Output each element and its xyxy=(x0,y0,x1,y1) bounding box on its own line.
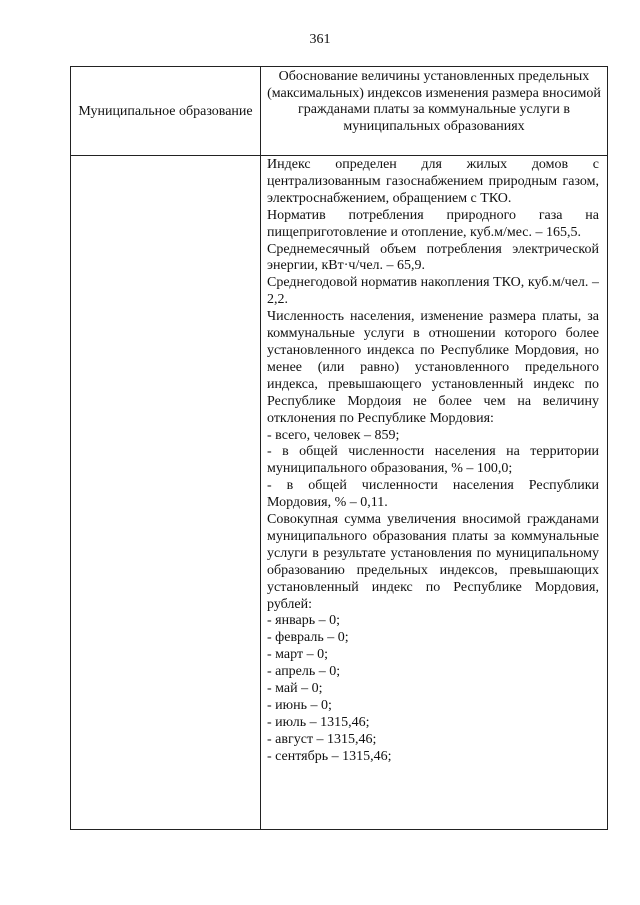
list-item-month: - апрель – 0; xyxy=(267,664,341,680)
list-item-month: - май – 0; xyxy=(267,681,323,697)
header-municipality: Муниципальное образование xyxy=(78,103,253,119)
paragraph-population: Численность населения, изменение размера платы, за коммунальные услуги в отношении которого более установленного индекса по Республике Мордовия, но менее (или равно) установленного предельного индекса, превышающего установленный индекс по Республике Мордоия не более чем на величину отклонения по Республике Мордовия: xyxy=(267,309,599,426)
column-divider xyxy=(260,67,261,829)
paragraph-electricity: Среднемесячный объем потребления электрической энергии, кВт·ч/чел. – 65,9. xyxy=(267,241,599,274)
table-header-row xyxy=(71,67,607,156)
list-item-month: - март – 0; xyxy=(267,647,328,663)
list-item-month: - сентябрь – 1315,46; xyxy=(267,748,392,764)
paragraph-gas-norm: Норматив потребления природного газа на пищеприготовление и отопление, куб.м/мес. – 165,5. xyxy=(267,207,599,240)
justification-table xyxy=(70,66,608,830)
paragraph-index-basis: Индекс определен для жилых домов с централизованным газоснабжением природным газом, электроснабжением, обращением с ТКО. xyxy=(267,157,599,206)
municipality-cell xyxy=(71,156,260,829)
list-item-month: - январь – 0; xyxy=(267,613,341,629)
list-item-month: - июль – 1315,46; xyxy=(267,714,370,730)
paragraph-total-increase: Совокупная сумма увеличения вносимой гражданами муниципального образования платы за коммунальные услуги в результате установления по муниципальному образованию предельных индексов, превышающих установленный индекс по Республике Мордовия, рублей: xyxy=(267,512,599,612)
paragraph-waste-norm: Среднегодовой норматив накопления ТКО, куб.м/чел. – 2,2. xyxy=(267,275,599,308)
list-item-month: - февраль – 0; xyxy=(267,630,349,646)
justification-cell xyxy=(267,157,599,829)
list-item-population-total: - всего, человек – 859; xyxy=(267,427,400,443)
list-item-population-municipal-share: - в общей численности населения на территории муниципального образования, % – 100,0; xyxy=(267,444,599,477)
header-justification: Обоснование величины установленных предельных (максимальных) индексов изменения размера вносимой гражданами платы за коммунальные услуги в муниципальных образованиях xyxy=(267,69,601,134)
page-number: 361 xyxy=(309,32,331,47)
list-item-month: - июнь – 0; xyxy=(267,698,332,713)
list-item-population-republic-share: - в общей численности населения Республики Мордовия, % – 0,11. xyxy=(267,478,599,511)
list-item-month: - август – 1315,46; xyxy=(267,731,377,747)
